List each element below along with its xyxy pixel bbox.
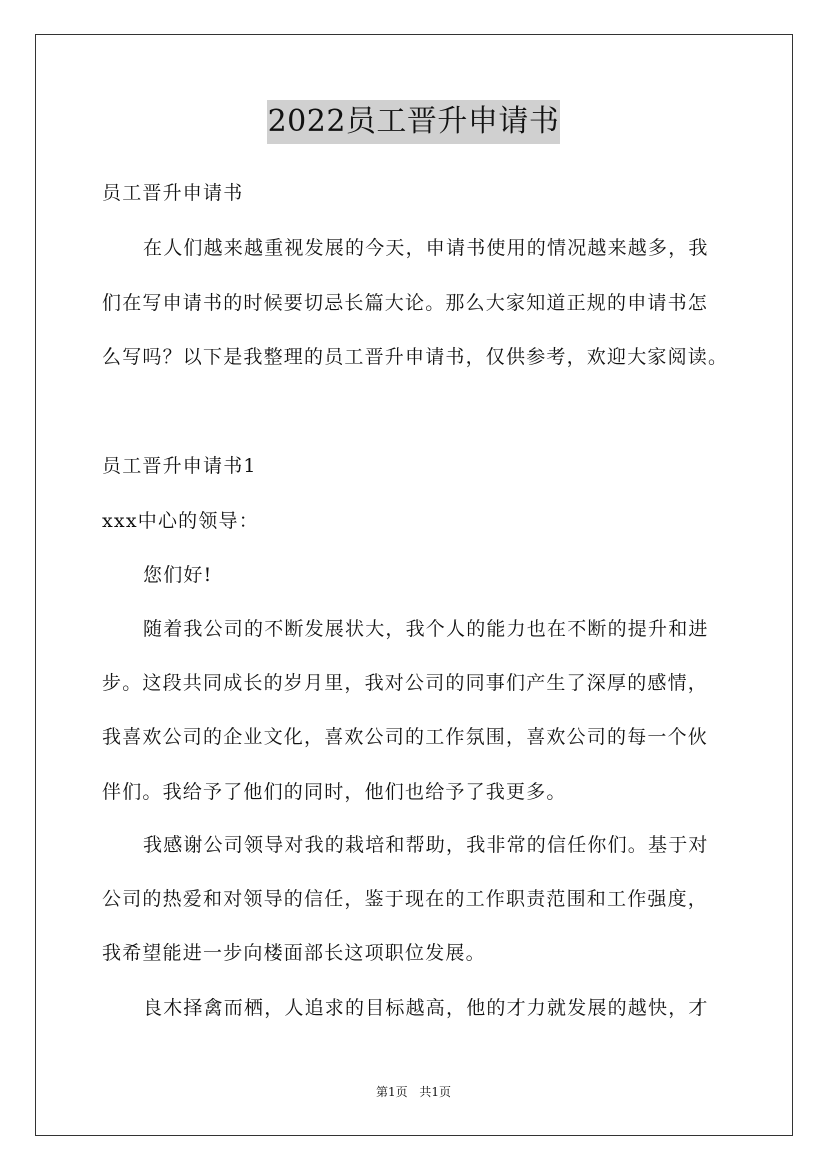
paragraph2-line-1: 我感谢公司领导对我的栽培和帮助，我非常的信任你们。基于对 xyxy=(143,834,709,856)
salutation: xxx中心的领导： xyxy=(102,510,259,532)
intro-line-3: 么写吗？以下是我整理的员工晋升申请书，仅供参考，欢迎大家阅读。 xyxy=(102,346,729,368)
paragraph1-line-2: 步。这段共同成长的岁月里，我对公司的同事们产生了深厚的感情， xyxy=(102,672,709,694)
intro-line-1: 在人们越来越重视发展的今天，申请书使用的情况越来越多，我 xyxy=(143,237,709,259)
intro-line-2: 们在写申请书的时候要切忌长篇大论。那么大家知道正规的申请书怎 xyxy=(102,292,709,314)
paragraph2-line-3: 我希望能进一步向楼面部长这项职位发展。 xyxy=(102,942,486,964)
paragraph1-line-3: 我喜欢公司的企业文化，喜欢公司的工作氛围，喜欢公司的每一个伙 xyxy=(102,726,709,748)
page-total: 共1页 xyxy=(419,1085,452,1099)
greeting: 您们好! xyxy=(143,564,213,586)
document-title: 2022员工晋升申请书 xyxy=(267,100,561,144)
document-subtitle: 员工晋升申请书 xyxy=(102,182,244,204)
paragraph3-line-1: 良木择禽而栖，人追求的目标越高，他的才力就发展的越快，才 xyxy=(143,997,709,1019)
page-number: 第1页 xyxy=(375,1085,408,1099)
page-footer xyxy=(0,1083,827,1100)
paragraph1-line-4: 伴们。我给予了他们的同时，他们也给予了我更多。 xyxy=(102,781,567,803)
title-container xyxy=(0,100,827,144)
section-heading: 员工晋升申请书1 xyxy=(102,455,257,477)
paragraph1-line-1: 随着我公司的不断发展状大，我个人的能力也在不断的提升和进 xyxy=(143,618,709,640)
paragraph2-line-2: 公司的热爱和对领导的信任，鉴于现在的工作职责范围和工作强度， xyxy=(102,888,709,910)
